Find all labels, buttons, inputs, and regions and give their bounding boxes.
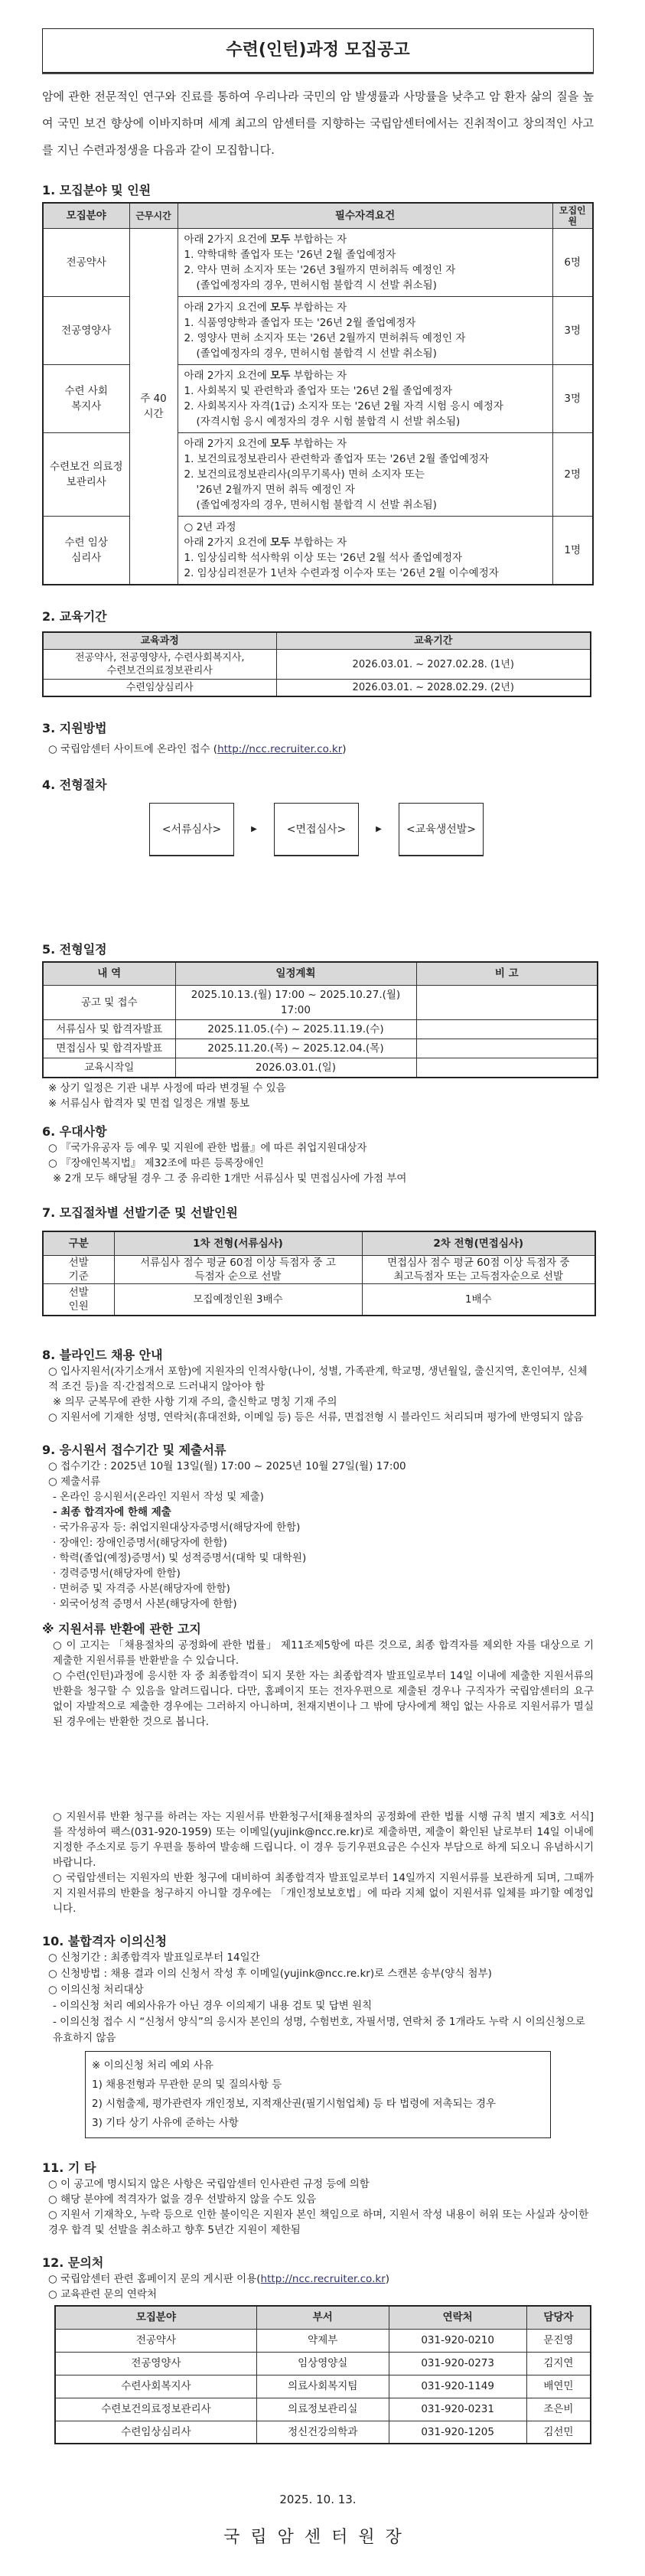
- requirements: [178, 517, 552, 585]
- req-line: 1. 사회복지 및 관련학과 졸업자 또는 '26년 2월 졸업예정자: [184, 385, 453, 397]
- schedule-note: [416, 1019, 598, 1039]
- section-heading: 9. 응시원서 접수기간 및 제출서류: [42, 1443, 226, 1457]
- header-hours: 근무시간: [129, 203, 178, 229]
- req-line: 1. 보건의료정보관리사 관련학과 졸업자 또는 '26년 2월 졸업예정자: [184, 453, 489, 465]
- table-row: [43, 517, 593, 585]
- table-row: [43, 1284, 595, 1316]
- contact-dept: 약제부: [256, 2329, 389, 2352]
- contact-field: 전공영양사: [55, 2352, 256, 2375]
- row-label: 선발 인원: [43, 1284, 114, 1316]
- contact-phone: 031-920-1205: [389, 2421, 526, 2444]
- doc-item: · 면허증 및 자격증 사본(해당자에 한함): [53, 1583, 230, 1595]
- schedule-plan: 2025.10.13.(월) 17:00 ~ 2025.10.27.(월) 17:00: [175, 985, 416, 1019]
- contact-dept: 정신건강의학과: [256, 2421, 389, 2444]
- section-heading: 2. 교육기간: [42, 609, 107, 624]
- req-intro: 아래 2가지 요건에: [184, 302, 271, 314]
- section-heading: 8. 블라인드 채용 안내: [42, 1348, 163, 1362]
- objection-sub: - 이의신청 처리 예외사유가 아닌 경우 이의제기 내용 검토 및 답변 원칙: [53, 2000, 373, 2012]
- req-intro-bold: 모두: [270, 302, 291, 314]
- blind-item: ○ 지원서에 기재한 성명, 연락처(휴대전화, 이메일 등) 등은 서류, 면접전형 시 블라인드 처리되며 평가에 반영되지 않음: [48, 1411, 584, 1423]
- req-intro-bold: 모두: [270, 438, 291, 450]
- req-intro: 아래 2가지 요건에: [184, 370, 271, 382]
- positions-table: [42, 202, 594, 585]
- req-line: 1. 식품영양학과 졸업자 또는 '26년 2월 졸업예정자: [184, 317, 416, 329]
- contact-field: 수련임상심리사: [55, 2421, 256, 2444]
- doc-item: · 장애인: 장애인증명서(해당자에 한함): [53, 1537, 227, 1549]
- selection-criteria-table: [42, 1231, 596, 1317]
- preference-item: ○ 『국가유공자 등 예우 및 지원에 관한 법률』에 따른 취업지원대상자: [48, 1141, 367, 1154]
- blind-note: ※ 의무 군복무에 관한 사항 기재 주의, 출신학교 명칭 기재 주의: [53, 1396, 337, 1408]
- section-heading: 7. 모집절차별 선발기준 및 선발인원: [42, 1205, 238, 1220]
- step-interview: <면접심사>: [274, 803, 359, 856]
- section-application-method: [42, 720, 594, 757]
- section-heading: ※ 지원서류 반환에 관한 고지: [42, 1622, 201, 1636]
- section-education-period: [42, 608, 594, 697]
- section-preferences: [42, 1123, 594, 1186]
- req-line: '26년 2월까지 면허 취득 예정인 자: [196, 484, 355, 496]
- req-intro: 아래 2가지 요건에: [184, 233, 271, 246]
- other-item: ○ 해당 분야에 적격자가 없을 경우 선발하지 않을 수도 있음: [48, 2193, 317, 2206]
- req-line: 2. 임상심리전문가 1년차 수련과정 이수자 또는 '26년 2월 이수예정자: [184, 567, 499, 579]
- schedule-plan: 2026.03.01.(일): [175, 1058, 416, 1078]
- schedule-note-text: ※ 상기 일정은 기관 내부 사정에 따라 변경될 수 있음: [48, 1081, 286, 1094]
- req-line: 2. 보건의료정보관리사(의무기록사) 면허 소지자 또는: [184, 468, 425, 481]
- count: 1명: [552, 517, 593, 585]
- req-line: (졸업예정자의 경우, 면허시험 불합격 시 선발 취소됨): [196, 347, 437, 360]
- section-schedule: [42, 941, 594, 1111]
- req-intro-bold: 모두: [270, 233, 291, 246]
- field-name: 전공영양사: [43, 297, 129, 365]
- page-title: 수련(인턴)과정 모집공고: [42, 28, 594, 73]
- header-field: 모집분야: [55, 2306, 256, 2329]
- req-line: (졸업예정자의 경우, 면허시험 불합격 시 선발 취소됨): [196, 279, 437, 292]
- item-text: ○ 국립암센터 사이트에 온라인 접수 (: [48, 743, 218, 755]
- contact-manager: 김선민: [526, 2421, 591, 2444]
- contact-manager: 문진영: [526, 2329, 591, 2352]
- preference-note: ※ 2개 모두 해당될 경우 그 중 유리한 1개만 서류심사 및 면접심사에 가점 부여: [53, 1172, 407, 1185]
- item-text: ○ 국립암센터 관련 홈페이지 문의 게시판 이용(: [48, 2273, 261, 2285]
- table-row: [43, 229, 593, 297]
- first-stage-value: 모집예정인원 3배수: [114, 1284, 362, 1316]
- objection-exception-box: [85, 2051, 551, 2138]
- doc-item: · 국가유공자 등: 취업지원대상자증명서(해당자에 한함): [53, 1521, 301, 1534]
- objection-item: ○ 신청기간 : 최종합격자 발표일로부터 14일간: [48, 1952, 260, 1964]
- table-row: [43, 1019, 598, 1039]
- section-heading: 11. 기 타: [42, 2160, 96, 2175]
- schedule-table: [42, 961, 598, 1078]
- header-note: 비 고: [416, 962, 598, 985]
- table-row: [43, 680, 591, 697]
- schedule-note: [416, 985, 598, 1019]
- req-line: ○ 2년 과정: [184, 521, 236, 533]
- section-application-docs: [42, 1442, 594, 1612]
- header-period: 교육기간: [276, 632, 591, 650]
- field-name: 전공약사: [43, 229, 129, 297]
- exception-item: 2) 시험출제, 평가관련자 개인정보, 지적재산권(필기시험업체) 등 타 법령에 저촉되는 경우: [92, 2098, 497, 2110]
- count: 3명: [552, 297, 593, 365]
- table-row: [55, 2329, 591, 2352]
- contact-field: 수련보건의료정보관리사: [55, 2398, 256, 2421]
- docs-label: ○ 제출서류: [48, 1475, 101, 1488]
- objection-item: ○ 이의신청 처리대상: [48, 1984, 144, 1996]
- issuer-signature: 국립암센터원장: [223, 2528, 412, 2547]
- contact-manager: 조은비: [526, 2398, 591, 2421]
- header-second-stage: 2차 전형(면접심사): [362, 1231, 595, 1256]
- header-course: 교육과정: [43, 632, 276, 650]
- doc-item: · 학력(졸업(예정)증명서) 및 성적증명서(대학 및 대학원): [53, 1552, 307, 1564]
- field-name: 수련보건 의료정보관리사: [43, 433, 129, 517]
- section-objection: [42, 1933, 594, 2138]
- header-dept: 부서: [256, 2306, 389, 2329]
- notice-paragraph: ○ 이 고지는 「채용절차의 공정화에 관한 법률」 제11조제5항에 따른 것으로, 최종 합격자를 제외한 자를 대상으로 기 제출한 지원서류를 반환받을 수 있습니다.: [53, 1639, 594, 1667]
- schedule-plan: 2025.11.20.(목) ~ 2025.12.04.(목): [175, 1039, 416, 1058]
- contact-phone-label: ○ 교육관련 문의 연락처: [48, 2288, 158, 2300]
- item-text: ): [342, 743, 347, 755]
- section-heading: 12. 문의처: [42, 2255, 104, 2270]
- header-item: 내 역: [43, 962, 175, 985]
- req-intro: 아래 2가지 요건에: [184, 438, 271, 450]
- table-row: [43, 1058, 598, 1078]
- table-row: [43, 365, 593, 433]
- contact-manager: 김지연: [526, 2352, 591, 2375]
- doc-item: · 경력증명서(해당자에 한함): [53, 1567, 181, 1580]
- notice-paragraph: ○ 지원서류 반환 청구를 하려는 자는 지원서류 반환청구서[채용절차의 공정화에 관한 법률 시행 규칙 별지 제3호 서식]를 작성하여 팩스(031-920-1959) 또는 이메일(yujink@ncc.re.kr)로 제출하면, 제출이 확인된 날로부터 14일 이내에 지정한 주소지로 등기 우편을 통하여 발송해 드립니다. 이 경우 등기우편요금은 수신자 부담으로 하게 되오니 유념하시기 바랍니다.: [53, 1811, 594, 1869]
- section-process: [42, 777, 594, 856]
- table-row: [43, 433, 593, 517]
- section-heading: 10. 불합격자 이의신청: [42, 1934, 168, 1948]
- table-row: [43, 985, 598, 1019]
- contact-board-item: [42, 2271, 594, 2287]
- header-count: 모집인원: [552, 203, 593, 229]
- requirements: [178, 365, 552, 433]
- req-line: 1. 임상심리학 석사학위 이상 또는 '26년 2월 석사 졸업예정자: [184, 552, 463, 564]
- section-selection-criteria: [42, 1205, 594, 1317]
- schedule-item: 교육시작일: [43, 1058, 175, 1078]
- req-intro-bold: 모두: [270, 370, 291, 382]
- process-flow: [149, 803, 594, 856]
- schedule-item: 서류심사 및 합격자발표: [43, 1019, 175, 1039]
- objection-item: ○ 신청방법 : 채용 결과 이의 신청서 작성 후 이메일(yujink@ncc.re.kr)로 스캔본 송부(양식 첨부): [48, 1968, 492, 1980]
- contact-manager: 배연민: [526, 2375, 591, 2398]
- count: 3명: [552, 365, 593, 433]
- period: 2026.03.01. ~ 2028.02.29. (2년): [276, 680, 591, 697]
- table-row: [55, 2375, 591, 2398]
- contact-field: 수련사회복지사: [55, 2375, 256, 2398]
- contact-phone: 031-920-1149: [389, 2375, 526, 2398]
- contact-dept: 의료정보관리실: [256, 2398, 389, 2421]
- header-first-stage: 1차 전형(서류심사): [114, 1231, 362, 1256]
- contact-table: [54, 2305, 591, 2444]
- recruit-site-link[interactable]: http://ncc.recruiter.co.kr: [260, 2273, 386, 2285]
- section-heading: 1. 모집분야 및 인원: [42, 183, 151, 197]
- contact-phone: 031-920-0231: [389, 2398, 526, 2421]
- item-text: ): [385, 2273, 390, 2285]
- step-document-review: <서류심사>: [149, 803, 234, 856]
- req-line: (졸업예정자의 경우, 면허시험 불합격 시 선발 취소됨): [196, 499, 437, 511]
- req-line: 2. 사회복지사 자격(1급) 소지자 또는 '26년 2월 자격 시험 응시 예정자: [184, 400, 503, 412]
- contact-phone: 031-920-0210: [389, 2329, 526, 2352]
- req-line: (자격시험 응시 예정자의 경우 시험 불합격 시 선발 취소됨): [196, 416, 461, 428]
- arrow-right-icon: ▶: [376, 824, 382, 833]
- requirements: [178, 229, 552, 297]
- count: 6명: [552, 229, 593, 297]
- exception-item: 1) 채용전형과 무관한 문의 및 질의사항 등: [92, 2079, 282, 2091]
- work-hours: 주 40시간: [129, 229, 178, 585]
- header-plan: 일정계획: [175, 962, 416, 985]
- preference-item: ○ 『장애인복지법』 제32조에 따른 등록장애인: [48, 1156, 264, 1169]
- application-period: ○ 접수기간 : 2025년 10월 13일(월) 17:00 ~ 2025년 10월 27일(월) 17:00: [48, 1460, 406, 1472]
- table-row: [55, 2398, 591, 2421]
- table-row: [43, 297, 593, 365]
- req-intro: 부합하는 자: [290, 536, 347, 549]
- arrow-right-icon: ▶: [251, 824, 257, 833]
- schedule-plan: 2025.11.05.(수) ~ 2025.11.19.(수): [175, 1019, 416, 1039]
- count: 2명: [552, 433, 593, 517]
- contact-dept: 의료사회복지팀: [256, 2375, 389, 2398]
- requirements: [178, 297, 552, 365]
- section-blind-hiring: [42, 1347, 594, 1425]
- schedule-item: 공고 및 접수: [43, 985, 175, 1019]
- contact-field: 전공약사: [55, 2329, 256, 2352]
- section-positions: [42, 182, 594, 585]
- education-period-table: [42, 631, 591, 697]
- section-contact: [42, 2255, 594, 2444]
- req-intro: 부합하는 자: [290, 302, 347, 314]
- period: 2026.03.01. ~ 2027.02.28. (1년): [276, 650, 591, 680]
- schedule-note: [416, 1058, 598, 1078]
- exception-item: 3) 기타 상기 사유에 준하는 사항: [92, 2117, 239, 2129]
- exception-title: ※ 이의신청 처리 예외 사유: [92, 2059, 213, 2072]
- objection-sub: - 이의신청 접수 시 “신청서 양식”의 응시자 본인의 성명, 수험번호, 자필서명, 연락처 중 1개라도 누락 시 이의신청으로 유효하지 않음: [53, 2016, 585, 2044]
- intro-paragraph: 암에 관한 전문적인 연구와 진료를 통하여 우리나라 국민의 암 발생률과 사망률을 낮추고 암 환자 삶의 질을 높여 국민 보건 향상에 이바지하며 세계 최고의 암센터를 지향하는 국립암센터에서는 진취적이고 창의적인 사고를 지닌 수련과정생을 다음과 같이 모집합니다.: [42, 90, 594, 157]
- section-heading: 3. 지원방법: [42, 721, 107, 735]
- req-intro: 부합하는 자: [290, 438, 347, 450]
- table-row: [55, 2352, 591, 2375]
- blind-item: ○ 입사지원서(자기소개서 포함)에 지원자의 인적사항(나이, 성별, 가족관계, 학교명, 생년월일, 출신지역, 혼인여부, 신체적 조건 등)을 직·간접적으로 드러내지 않아야 함: [48, 1365, 588, 1393]
- header-category: 구분: [43, 1231, 114, 1256]
- table-row: [43, 650, 591, 680]
- req-intro: 부합하는 자: [290, 370, 347, 382]
- section-heading: 6. 우대사항: [42, 1123, 107, 1139]
- section-heading: 4. 전형절차: [42, 778, 107, 792]
- first-stage-value: 서류심사 점수 평균 60점 이상 득점자 중 고득점자 순으로 선발: [114, 1256, 362, 1284]
- docs-final-label: - 최종 합격자에 한해 제출: [53, 1506, 171, 1518]
- requirements: [178, 433, 552, 517]
- req-intro: 부합하는 자: [290, 233, 347, 246]
- recruit-site-link[interactable]: http://ncc.recruiter.co.kr: [217, 743, 343, 755]
- section-heading: 5. 전형일정: [42, 942, 107, 957]
- req-line: 1. 약학대학 졸업자 또는 '26년 2월 졸업예정자: [184, 249, 396, 261]
- step-selection: <교육생선발>: [399, 803, 484, 856]
- header-field: 모집분야: [43, 203, 129, 229]
- req-intro-bold: 모두: [270, 536, 291, 549]
- course: 수련임상심리사: [43, 680, 276, 697]
- notice-paragraph: ○ 수련(인턴)과정에 응시한 자 중 최종합격이 되지 못한 자는 최종합격자 발표일로부터 14일 이내에 제출한 지원서류의 반환을 청구할 수 있음을 알려드립니다. 다만, 홈페이지 또는 전자우편으로 제출된 경우나 구직자가 국립암센터의 요구 없이 자발적으로 제출한 경우에는 그러하지 아니하며, 천재지변이나 그 밖에 당사에게 책임 없는 사유로 지원서류가 멸실된 경우에는 반환한 것으로 봅니다.: [53, 1670, 594, 1728]
- section-return-notice: [42, 1621, 594, 1916]
- notice-paragraph: ○ 국립암센터는 지원자의 반환 청구에 대비하여 최종합격자 발표일로부터 14일까지 지원서류를 보관하게 되며, 그때까지 지원서류의 반환을 청구하지 아니할 경우에는 「개인정보보호법」에 따라 지체 없이 지원서류 일체를 파기할 예정입니다.: [53, 1872, 594, 1915]
- table-row: [43, 1256, 595, 1284]
- schedule-note: [416, 1039, 598, 1058]
- second-stage-value: 면접심사 점수 평균 60점 이상 득점자 중 최고득점자 또는 고득점자순으로 선발: [362, 1256, 595, 1284]
- schedule-note-text: ※ 서류심사 합격자 및 면접 일정은 개별 통보: [48, 1097, 250, 1110]
- header-manager: 담당자: [526, 2306, 591, 2329]
- notice-date: 2025. 10. 13.: [279, 2493, 357, 2506]
- field-name: 수련 사회복지사: [43, 365, 129, 433]
- second-stage-value: 1배수: [362, 1284, 595, 1316]
- course: 전공약사, 전공영양사, 수련사회복지사, 수련보건의료정보관리사: [43, 650, 276, 680]
- application-method-item: [42, 742, 594, 757]
- docs-online: - 온라인 응시원서(온라인 지원서 작성 및 제출): [53, 1491, 264, 1503]
- other-item: ○ 이 공고에 명시되지 않은 사항은 국립암센터 인사관련 규정 등에 의함: [48, 2178, 370, 2190]
- header-phone: 연락처: [389, 2306, 526, 2329]
- other-item: ○ 지원서 기재착오, 누락 등으로 인한 불이익은 지원자 본인 책임으로 하며, 지원서 작성 내용이 허위 또는 사실과 상이한 경우 합격 및 선발을 취소하고 향후 5년간 지원이 제한됨: [48, 2209, 589, 2236]
- table-row: [43, 1039, 598, 1058]
- header-requirements: 필수자격요건: [178, 203, 552, 229]
- table-row: [55, 2421, 591, 2444]
- req-intro: 아래 2가지 요건에: [184, 536, 271, 549]
- req-line: 2. 영양사 면허 소지자 또는 '26년 2월까지 면허취득 예정인 자: [184, 332, 466, 344]
- section-other: [42, 2160, 594, 2238]
- doc-item: · 외국어성적 증명서 사본(해당자에 한함): [53, 1598, 237, 1610]
- contact-phone: 031-920-0273: [389, 2352, 526, 2375]
- field-name: 수련 임상심리사: [43, 517, 129, 585]
- req-line: 2. 약사 면허 소지자 또는 '26년 3월까지 면허취득 예정인 자: [184, 264, 456, 276]
- contact-dept: 임상영양실: [256, 2352, 389, 2375]
- schedule-item: 면접심사 및 합격자발표: [43, 1039, 175, 1058]
- row-label: 선발 기준: [43, 1256, 114, 1284]
